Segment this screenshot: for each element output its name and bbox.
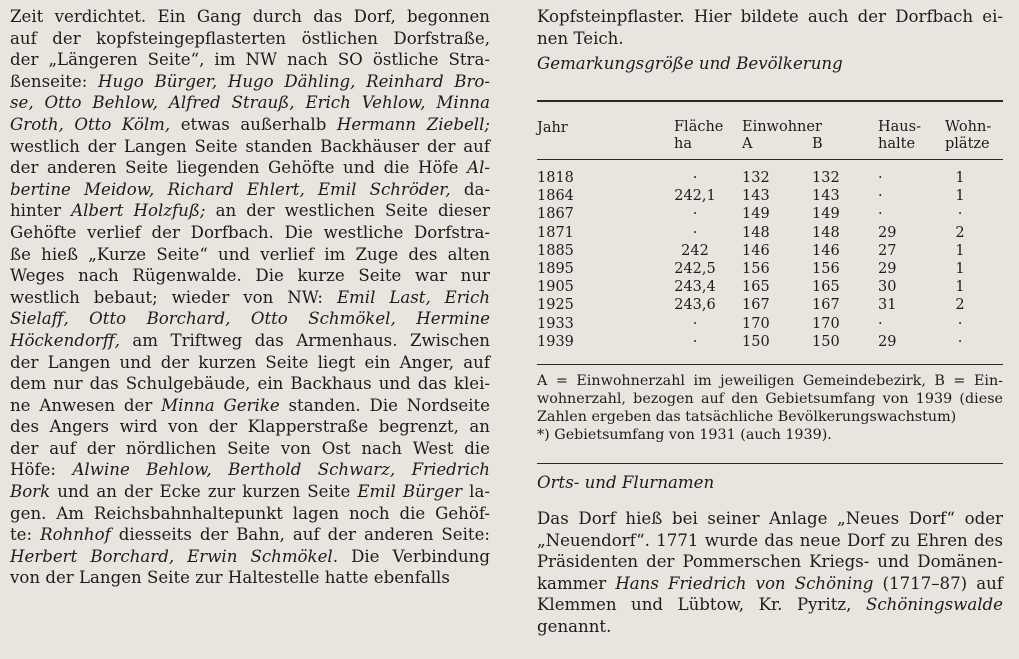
orts-paragraph [537, 508, 1003, 638]
text-run: westlich der Langen Seite standen Backhäuser der auf [10, 136, 490, 156]
text-run: der auf der nördlichen Seite von Ost nach West die [10, 438, 490, 458]
section-divider [537, 463, 1003, 464]
italic-name: Hans Friedrich von Schöning [615, 573, 874, 593]
text-run: Weges nach Rügenwalde. Die kurze Seite war nur [10, 266, 490, 286]
text-line [537, 551, 1003, 573]
table-cell: 170 [742, 315, 770, 332]
text-line [537, 530, 1003, 552]
section-heading-orts [537, 472, 1003, 494]
table-cell: · [692, 333, 698, 350]
table-cell: 243,6 [674, 297, 716, 314]
text-line [10, 287, 490, 309]
text-line [10, 92, 490, 114]
italic-name: Bork [10, 482, 51, 502]
text-run: Die Verbindung [338, 546, 490, 566]
header-haushalte: Haus- [878, 119, 921, 135]
text-run: standen. Die Nordseite [279, 395, 490, 415]
table-cell: · [957, 315, 963, 332]
text-run: Präsidenten der Pommerschen Kriegs- und Domänen- [537, 552, 1003, 572]
note-line: Zahlen ergeben das tatsächliche Bevölkerungswachstum) [537, 409, 957, 425]
table-cell: 1939 [537, 333, 574, 350]
table-bottom-rule [537, 364, 1003, 365]
text-run: da- [450, 179, 490, 199]
table-top-rule [537, 100, 1003, 102]
text-line [10, 49, 490, 71]
text-run: la- [462, 482, 490, 502]
text-line [10, 265, 490, 287]
text-line [10, 71, 490, 93]
text-line [10, 28, 490, 50]
header-wohnplaetze-2: plätze [945, 136, 990, 152]
table-cell: 170 [812, 315, 840, 332]
text-run: der „Längeren Seite“, im NW nach SO östliche Stra- [10, 50, 490, 70]
table-cell: 242,1 [674, 188, 716, 205]
italic-name: Hermann Ziebell; [336, 114, 490, 134]
text-run: Das Dorf hieß bei seiner Anlage „Neues Dorf“ oder [537, 509, 1003, 528]
header-flaeche-unit: ha [674, 136, 692, 152]
text-run: hinter [10, 201, 72, 221]
table-cell: 148 [742, 224, 770, 241]
table-cell: · [957, 206, 963, 223]
table-cell: 1 [955, 261, 965, 277]
table-cell: 1933 [537, 315, 574, 332]
table-cell: 1818 [537, 170, 574, 186]
italic-name: se, Otto Behlow, Alfred Strauß, Erich Vehlow, Minna [10, 93, 490, 113]
text-line [10, 222, 490, 244]
table-cell: 146 [812, 242, 840, 259]
table-cell: · [957, 333, 963, 350]
text-run: ßenseite: [10, 71, 99, 91]
table-cell: 1905 [537, 279, 574, 296]
table-cell: 1 [955, 188, 965, 205]
text-line [10, 352, 490, 374]
table-cell: 1925 [537, 297, 574, 314]
table-cell: 30 [878, 279, 897, 296]
text-line [537, 616, 1003, 638]
text-line [10, 244, 490, 266]
table-cell: 1895 [537, 261, 574, 277]
table-cell: 1 [955, 242, 965, 259]
table-cell: 156 [742, 261, 770, 277]
text-run: Klemmen und Lübtow, Kr. Pyritz, [537, 595, 866, 615]
table-cell: 242 [681, 242, 709, 259]
italic-name: Sielaff, Otto Borchard, Otto Schmökel, Hermine [10, 309, 490, 329]
header-haushalte-2: halte [878, 136, 916, 152]
text-line [10, 373, 490, 395]
text-run: des Angers wird von der Klapperstraße begrenzt, an [10, 417, 490, 437]
table-cell: 165 [812, 279, 840, 296]
text-run: an der westlichen Seite dieser [205, 201, 490, 221]
table-cell: 132 [742, 170, 770, 186]
text-line [10, 416, 490, 438]
text-line [10, 136, 490, 158]
text-run: Höfe: [10, 460, 73, 480]
table-cell: 29 [878, 224, 897, 241]
table-cell: · [692, 170, 698, 186]
text-line [10, 308, 490, 330]
table-cell: 1864 [537, 188, 574, 205]
header-col-a: A [742, 136, 753, 152]
table-cell: 242,5 [674, 261, 716, 277]
text-line [10, 114, 490, 136]
text-line [10, 481, 490, 503]
table-cell: 132 [812, 170, 840, 186]
text-run: und an der Ecke zur kurzen Seite [50, 482, 358, 502]
header-flaeche: Fläche [674, 119, 724, 135]
text-run: auf der kopfsteingepflasterten östlichen Dorfstraße, [10, 28, 490, 48]
text-line: nen Teich. [537, 28, 624, 48]
header-jahr: Jahr [537, 120, 568, 136]
text-run: der Langen und der kurzen Seite liegt ein Anger, auf [10, 352, 490, 372]
italic-name: Schöningswalde [865, 595, 1003, 615]
italic-name: Rohnhof [40, 525, 111, 545]
text-run: am Triftweg das Armenhaus. Zwischen [119, 330, 490, 350]
text-run: ne Anwesen der [10, 395, 162, 415]
text-run: der anderen Seite liegenden Gehöfte und die Höfe [10, 158, 468, 178]
table-cell: 1 [955, 279, 965, 296]
italic-name: Höckendorff, [10, 330, 120, 350]
table-cell: 146 [742, 242, 770, 259]
table-cell: 156 [812, 261, 840, 277]
text-run: diesseits der Bahn, auf der anderen Seite: [110, 525, 490, 545]
text-run: te: [10, 525, 41, 545]
table-cell: 150 [742, 333, 770, 350]
text-run: gen. Am Reichsbahnhaltepunkt lagen noch die Gehöf- [10, 503, 490, 523]
text-line [10, 157, 490, 179]
table-footnote [537, 372, 1003, 444]
text-run: kammer [537, 573, 616, 593]
table-cell: 1 [955, 170, 965, 186]
left-column-text [10, 6, 490, 589]
text-line [10, 200, 490, 222]
text-run: ße hieß „Kurze Seite“ und verlief im Zuge des alten [10, 244, 490, 264]
table-cell: 143 [742, 188, 770, 205]
italic-name: Hugo Bürger, Hugo Dähling, Reinhard Bro- [98, 71, 490, 91]
table-cell: 1867 [537, 206, 574, 223]
text-run: dem nur das Schulgebäude, ein Backhaus und das klei- [10, 374, 490, 394]
table-cell: 149 [742, 206, 770, 223]
table-cell: 143 [812, 188, 840, 205]
text-run: genannt. [537, 616, 612, 636]
header-wohnplaetze: Wohn- [945, 119, 992, 135]
text-line [10, 6, 490, 28]
table-cell: 167 [812, 297, 840, 314]
header-einwohner: Einwohner [742, 119, 822, 135]
table-cell: 148 [812, 224, 840, 241]
header-col-b: B [812, 136, 823, 152]
text-line [10, 567, 490, 589]
table-cell: · [878, 170, 883, 186]
table-cell: · [878, 188, 883, 205]
italic-name: Al- [467, 158, 490, 178]
table-cell: · [878, 206, 883, 223]
table-cell: 2 [955, 297, 965, 314]
note-line: wohnerzahl, bezogen auf den Gebietsumfang von 1939 (diese [537, 391, 1003, 407]
text-run: Zeit verdichtet. Ein Gang durch das Dorf, begonnen [10, 7, 490, 26]
text-line [10, 459, 490, 481]
table-cell: · [692, 206, 698, 223]
text-line [10, 546, 490, 568]
table-cell: 29 [878, 261, 897, 277]
table-cell: 165 [742, 279, 770, 296]
text-line [10, 503, 490, 525]
text-run: „Neuendorf“. 1771 wurde das neue Dorf zu Ehren des [537, 530, 1003, 550]
table-cell: · [692, 315, 698, 332]
italic-name: Emil Bürger [357, 482, 463, 502]
italic-name: Albert Holzfuß; [71, 201, 206, 221]
table-cell: 167 [742, 297, 770, 314]
text-run: etwas außerhalb [170, 114, 337, 134]
text-line [10, 524, 490, 546]
table-cell: 27 [878, 242, 897, 259]
table-cell: 1871 [537, 224, 574, 241]
table-cell: · [878, 315, 883, 332]
table-cell: 1885 [537, 242, 574, 259]
text-line [10, 438, 490, 460]
text-run: Gehöfte verlief der Dorfbach. Die westliche Dorfstra- [10, 222, 490, 242]
right-column-top [537, 6, 1003, 75]
text-line [537, 573, 1003, 595]
italic-name: Alwine Behlow, Berthold Schwarz, Friedrich [72, 460, 490, 480]
text-line: Kopfsteinpflaster. Hier bildete auch der Dorfbach ei- [537, 7, 1003, 26]
table-cell: 149 [812, 206, 840, 223]
italic-name: Groth, Otto Kölm, [10, 114, 171, 134]
italic-name: Emil Last, Erich [336, 287, 491, 307]
section-title: Orts- und Flurnamen [537, 473, 715, 492]
italic-name: Herbert Borchard, Erwin Schmökel. [10, 546, 339, 566]
text-run: von der Langen Seite zur Haltestelle hatte ebenfalls [10, 568, 450, 588]
italic-name: Minna Gerike [161, 395, 280, 415]
table-cell: · [692, 224, 698, 241]
text-line [10, 179, 490, 201]
note-line: A = Einwohnerzahl im jeweiligen Gemeindebezirk, B = Ein- [537, 373, 1003, 389]
text-line [10, 330, 490, 352]
text-run: westlich bebaut; wieder von NW: [10, 287, 337, 307]
table-title: Gemarkungsgröße und Bevölkerung [537, 54, 843, 74]
text-line [537, 508, 1003, 530]
table-cell: 150 [812, 333, 840, 350]
table-cell: 31 [878, 297, 897, 314]
text-line [537, 594, 1003, 616]
table-cell: 29 [878, 333, 897, 350]
text-line [10, 395, 490, 417]
table-cell: 243,4 [674, 279, 716, 296]
italic-name: bertine Meidow, Richard Ehlert, Emil Schröder, [10, 179, 451, 199]
note-line: *) Gebietsumfang von 1931 (auch 1939). [537, 427, 832, 443]
table-header-rule [537, 159, 1003, 160]
table-cell: 2 [955, 224, 965, 241]
text-run: (1717–87) auf [873, 573, 1003, 593]
